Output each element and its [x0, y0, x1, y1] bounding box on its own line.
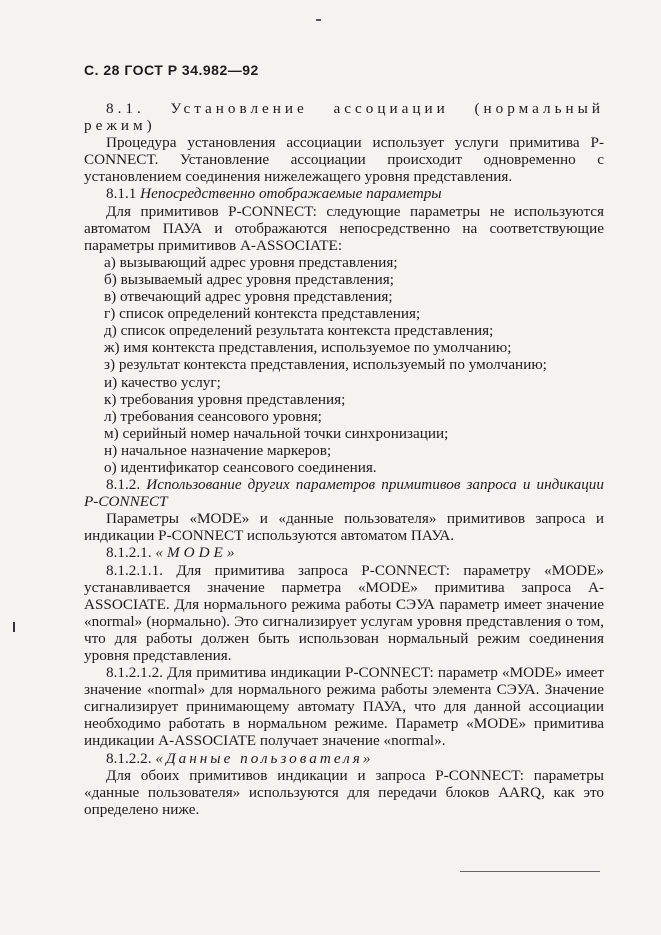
paragraph-mode-userdata: Параметры «MODE» и «данные пользователя» примитивов запроса и индикации P-CONNECT используются автоматом ПАУА. — [84, 510, 604, 545]
paragraph-8-1-2-1-2: 8.1.2.1.2. Для примитива индикации P-CONNECT: параметр «MODE» имеет значение «normal» для нормального режима работы элемента СЭУА. Значение сигнализирует принимающему автомату ПАУА, что для данной ассоциации необходимо работать в нормальном режиме. Параметр «MODE» примитива индикации A-ASSOCIATE получает значение «normal». — [84, 664, 604, 750]
scan-mark-bottom-line — [460, 871, 600, 872]
list-item: г) список определений контекста представления; — [104, 305, 421, 323]
list-item: а) вызывающий адрес уровня представления; — [104, 253, 398, 271]
section-8-1-2-1-heading — [84, 544, 604, 561]
section-8-1-2-number: 8.1.2. — [106, 476, 141, 494]
section-8-1-1-title: Непосредственно отображаемые параметры — [140, 185, 442, 203]
section-8-1-1-number: 8.1.1 — [106, 185, 137, 203]
scan-mark-top — [316, 19, 321, 21]
scan-mark-left — [13, 622, 15, 632]
section-8-1-2-1-number: 8.1.2.1. — [106, 544, 152, 562]
list-item: л) требования сеансового уровня; — [104, 407, 322, 425]
section-8-1-2-2-title: «Данные пользователя» — [155, 749, 374, 767]
list-item: н) начальное назначение маркеров; — [104, 441, 332, 459]
section-8-1-2-heading — [84, 476, 604, 510]
section-8-1-title: 8.1. Установление ассоциации (нормальный режим) — [84, 100, 604, 135]
list-item: м) серийный номер начальной точки синхронизации; — [104, 424, 449, 442]
list-item: о) идентификатор сеансового соединения. — [104, 458, 377, 476]
list-item: з) результат контекста представления, используемый по умолчанию; — [104, 356, 547, 374]
list-item: в) отвечающий адрес уровня представления; — [104, 288, 393, 306]
section-8-1-2-2-number: 8.1.2.2. — [106, 749, 152, 767]
list-item: ж) имя контекста представления, используемое по умолчанию; — [104, 339, 512, 357]
paragraph-direct-params: Для примитивов P-CONNECT: следующие параметры не используются автоматом ПАУА и отображаются непосредственно на соответствующие параметры примитивов A-ASSOCIATE: — [84, 202, 604, 254]
list-item: б) вызываемый адрес уровня представления; — [104, 270, 394, 288]
list-item: д) список определений результата контекста представления; — [104, 322, 494, 340]
parameter-list — [84, 254, 604, 476]
paragraph-association-procedure: Процедура установления ассоциации использует услуги примитива P-CONNECT. Установление ассоциации происходит одновременно с установлением соединения нижележащего уровня представления. — [84, 134, 604, 186]
list-item: к) требования уровня представления; — [104, 390, 346, 408]
paragraph-8-1-2-1-1: 8.1.2.1.1. Для примитива запроса P-CONNECT: параметру «MODE» устанавливается значение пармeтра «MODE» примитива запроса A-ASSOCIATE. Для нормального режима работы СЭУА параметр имеет значение «normal» (нормально). Это сигнализирует услугам уровня представления о том, что для работы должен быть использован нормальный режим соединения уровня представления. — [84, 561, 604, 664]
section-8-1-2-1-title: «MODE» — [155, 544, 239, 562]
section-8-1-2-title: Использование других параметров примитивов запроса и индикации P-CONNECT — [84, 476, 604, 511]
section-8-1-1-heading — [84, 185, 604, 202]
document-body — [84, 100, 604, 818]
section-8-1-2-2-heading — [84, 750, 604, 767]
list-item: и) качество услуг; — [104, 373, 221, 391]
paragraph-user-data: Для обоих примитивов индикации и запроса P-CONNECT: параметры «данные пользователя» используются для передачи блоков AARQ, как это определено ниже. — [84, 766, 604, 818]
page-header: С. 28 ГОСТ Р 34.982—92 — [84, 62, 259, 78]
